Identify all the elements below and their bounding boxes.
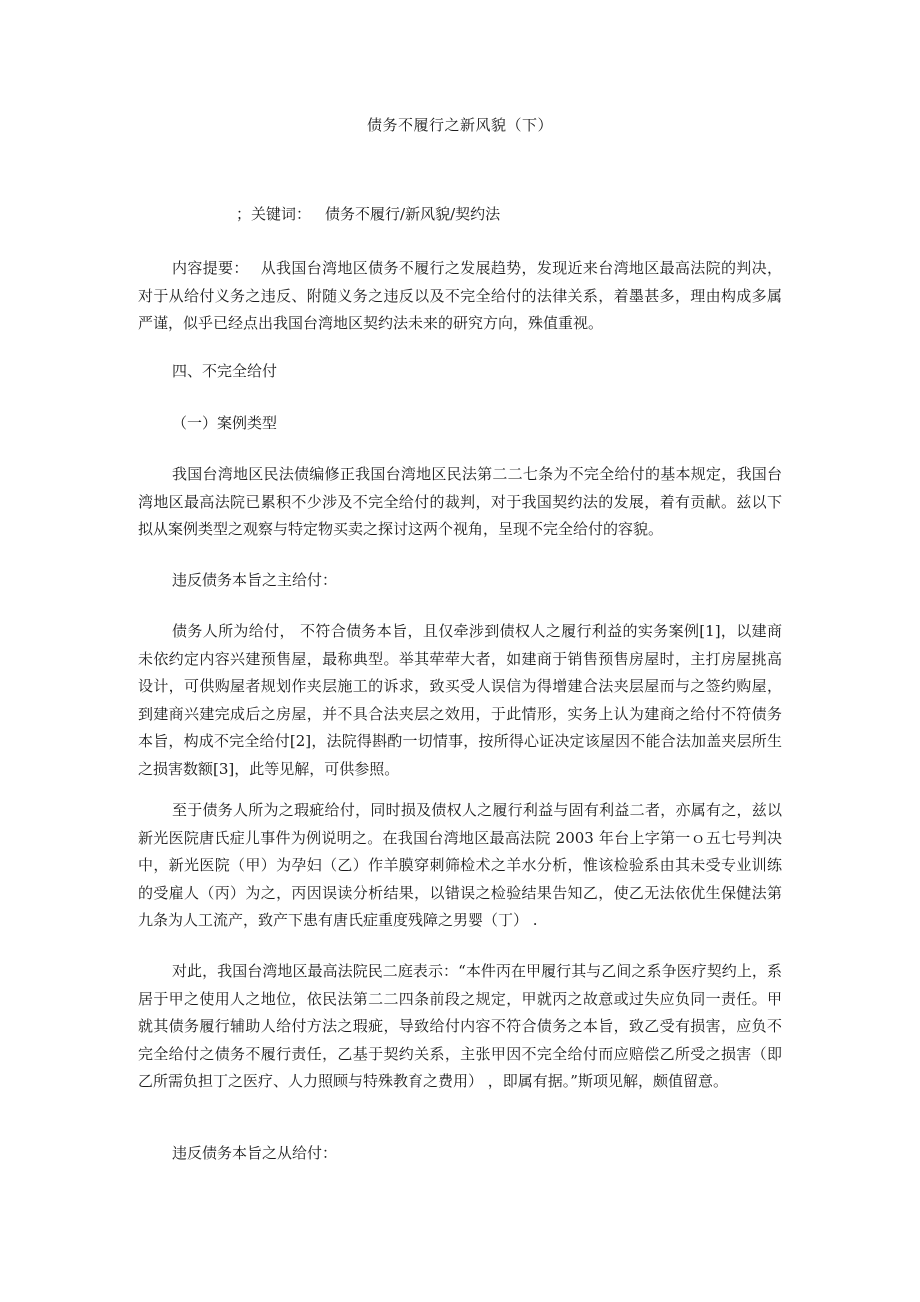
case-paragraph-1: 债务人所为给付， 不符合债务本旨，且仅牵涉到债权人之履行利益的实务案例[1]，以建商未依约定内容兴建预售屋，最称典型。举其荦荦大者，如建商于销售预售房屋时，主打房屋挑高设计，可供购屋者规划作夹层施工的诉求，致买受人误信为得增建合法夹层屋而与之签约购屋，到建商兴建完成后之房屋，并不具合法夹层之效用，于此情形，实务上认为建商之给付不符债务本旨，构成不完全给付[2]，法院得斟酌一切情事，按所得心证决定该屋因不能合法加盖夹层所生之损害数额[3]，此等见解，可供参照。 [138,622,782,778]
intro-paragraph: 我国台湾地区民法债编修正我国台湾地区民法第二二七条为不完全给付的基本规定，我国台湾地区最高法院已累积不少涉及不完全给付的裁判，对于我国契约法的发展，着有贡献。兹以下拟从案例类型之观察与特定物买卖之探讨这两个视角，呈现不完全给付的容貌。 [138,465,782,539]
main-performance-heading: 违反债务本旨之主给付： [172,571,338,589]
document-title: 债务不履行之新风貌（下） [366,116,553,134]
court-opinion-paragraph: 对此，我国台湾地区最高法院民二庭表示：“本件丙在甲履行其与乙间之系争医疗契约上，系居于甲之使用人之地位，依民法第二二四条前段之规定，甲就丙之故意或过失应负同一责任。甲就其债务履行辅助人给付方法之瑕疵，导致给付内容不符合债务之本旨，致乙受有损害，应负不完全给付之债务不履行责任，乙基于契约关系，主张甲因不完全给付而应赔偿乙所受之损害（即乙所需负担丁之医疗、人力照顾与特殊教育之费用） ，即属有据。”斯项见解，颇值留意。 [138,962,782,1091]
subsection-heading: （一）案例类型 [172,414,278,432]
secondary-performance-heading: 违反债务本旨之从给付： [172,1144,338,1162]
keywords-line [236,203,500,225]
abstract-paragraph [138,255,782,338]
keywords-value: 债务不履行/新风貌/契约法 [325,205,501,223]
keywords-label: ；关键词： [236,205,312,223]
abstract-label: 内容提要： [172,259,249,277]
abstract-text: 从我国台湾地区债务不履行之发展趋势，发现近来台湾地区最高法院的判决，对于从给付义务之违反、附随义务之违反以及不完全给付的法律关系，着墨甚多，理由构成多属严谨，似乎已经点出我国台湾地区契约法未来的研究方向，殊值重视。 [138,259,782,333]
case-paragraph-2: 至于债务人所为之瑕疵给付，同时损及债权人之履行利益与固有利益二者，亦属有之，兹以新光医院唐氏症儿事件为例说明之。在我国台湾地区最高法院 2003 年台上字第一ｏ五七号判决中，新光医院（甲）为孕妇（乙）作羊膜穿刺筛检术之羊水分析，惟该检验系由其未受专业训练的受雇人（丙）为之，丙因误读分析结果，以错误之检验结果告知乙，使乙无法依优生保健法第九条为人工流产，致产下患有唐氏症重度残障之男婴（丁） . [138,801,782,930]
section-heading: 四、不完全给付 [172,362,278,380]
